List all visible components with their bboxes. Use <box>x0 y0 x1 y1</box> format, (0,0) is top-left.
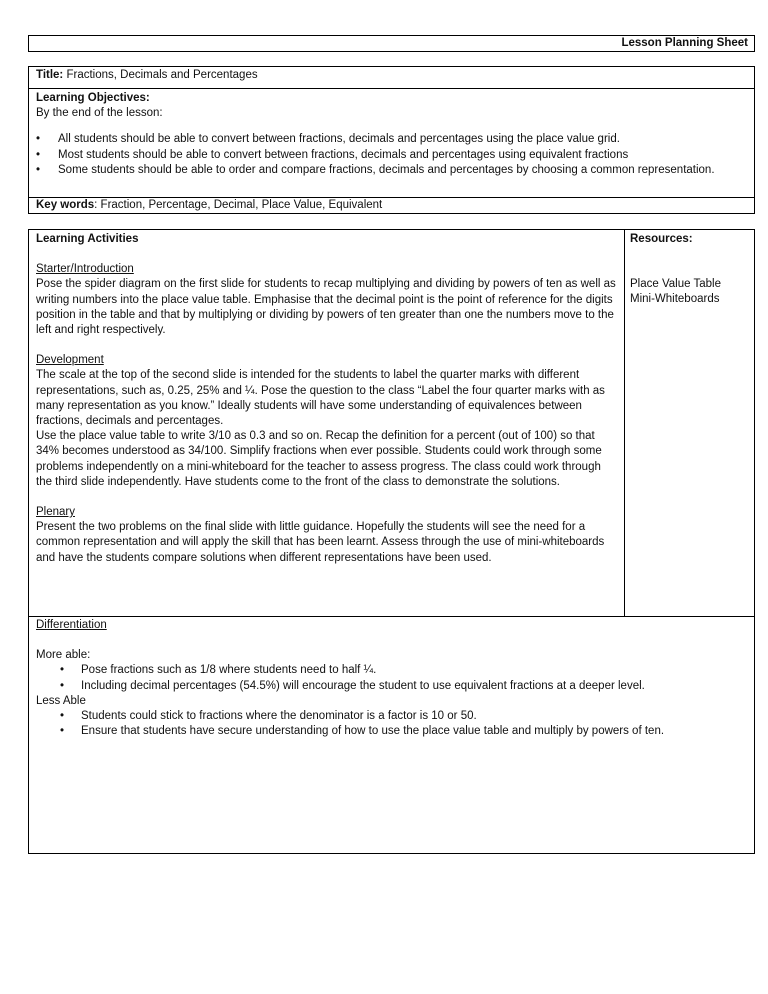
more-able-list <box>36 663 747 693</box>
keywords-value: : Fraction, Percentage, Decimal, Place Value, Equivalent <box>94 199 383 211</box>
starter-heading: Starter/Introduction <box>36 263 134 276</box>
more-able-item: • Including decimal percentages (54.5%) will encourage the student to use equivalent fractions at a deeper level. <box>36 679 747 694</box>
lesson-plan-table <box>28 229 755 854</box>
objective-item: • Most students should be able to convert between fractions, decimals and percentages using equivalent fractions <box>36 148 747 163</box>
more-able-item: • Pose fractions such as 1/8 where students need to half ¼. <box>36 663 747 678</box>
less-able-label: Less Able <box>36 694 86 707</box>
objectives-heading: Learning Objectives: <box>36 92 150 104</box>
less-able-item: • Ensure that students have secure understanding of how to use the place value table and multiply by powers of ten. <box>36 724 747 739</box>
sheet-title: Lesson Planning Sheet <box>621 37 748 49</box>
less-able-list <box>36 709 747 739</box>
resource-item: Mini-Whiteboards <box>630 293 720 306</box>
resources-heading: Resources: <box>630 233 693 245</box>
lesson-info-table <box>28 66 755 214</box>
activities-heading: Learning Activities <box>36 233 139 245</box>
development-text: The scale at the top of the second slide is intended for the students to label the quarter marks with different representations, such as, 0.25, 25% and ¼. Pose the question to the class “Label the four quarter marks with as many representation as you know.” Ideally students will have some understanding of equivalences between fractions, decimals and percentages. <box>36 369 605 428</box>
plenary-heading: Plenary <box>36 506 75 519</box>
differentiation-cell <box>29 616 754 740</box>
resource-item: Place Value Table <box>630 278 722 291</box>
less-able-item: • Students could stick to fractions where the denominator is a factor is 10 or 50. <box>36 709 747 724</box>
development-text: Use the place value table to write 3/10 as 0.3 and so on. Recap the definition for a percent (out of 100) so that 34% becomes understood as 34/100. Simplify fractions when ever possible. Students could work through some problems independently on a mini-whiteboard for the teacher to assess progress. The class could work through the third slide independently. Have students come to the front of the class to demonstrate the solutions. <box>36 430 602 488</box>
title-row <box>29 67 754 89</box>
keywords-label: Key words <box>36 199 95 211</box>
keywords-row <box>29 198 754 214</box>
header-box <box>28 35 755 52</box>
objectives-intro: By the end of the lesson: <box>36 107 163 120</box>
development-heading: Development <box>36 354 104 367</box>
resources-cell <box>625 230 754 616</box>
objectives-row <box>29 89 754 198</box>
more-able-label: More able: <box>36 649 91 662</box>
differentiation-heading: Differentiation <box>36 619 107 631</box>
title-label: Title: <box>36 69 64 81</box>
title-value: Fractions, Decimals and Percentages <box>66 69 258 81</box>
starter-text: Pose the spider diagram on the first slide for students to recap multiplying and dividing by powers of ten as well as writing numbers into the place value table. Emphasise that the decimal point is the point of reference for the digits position in the table and that by multiplying or dividing by powers of ten greater than one the numbers move to the left and right respectively. <box>36 278 616 337</box>
objectives-list <box>36 132 747 178</box>
objective-item: • Some students should be able to order and compare fractions, decimals and percentages by choosing a common representation. <box>36 163 747 178</box>
learning-activities-cell <box>29 230 625 616</box>
objective-item: • All students should be able to convert between fractions, decimals and percentages using the place value grid. <box>36 132 747 147</box>
plenary-text: Present the two problems on the final slide with little guidance. Hopefully the students will see the need for a common representation and will apply the skill that has been learnt. Assess through the use of mini-whiteboards and have the students compare solutions when different representations have been used. <box>36 521 605 564</box>
